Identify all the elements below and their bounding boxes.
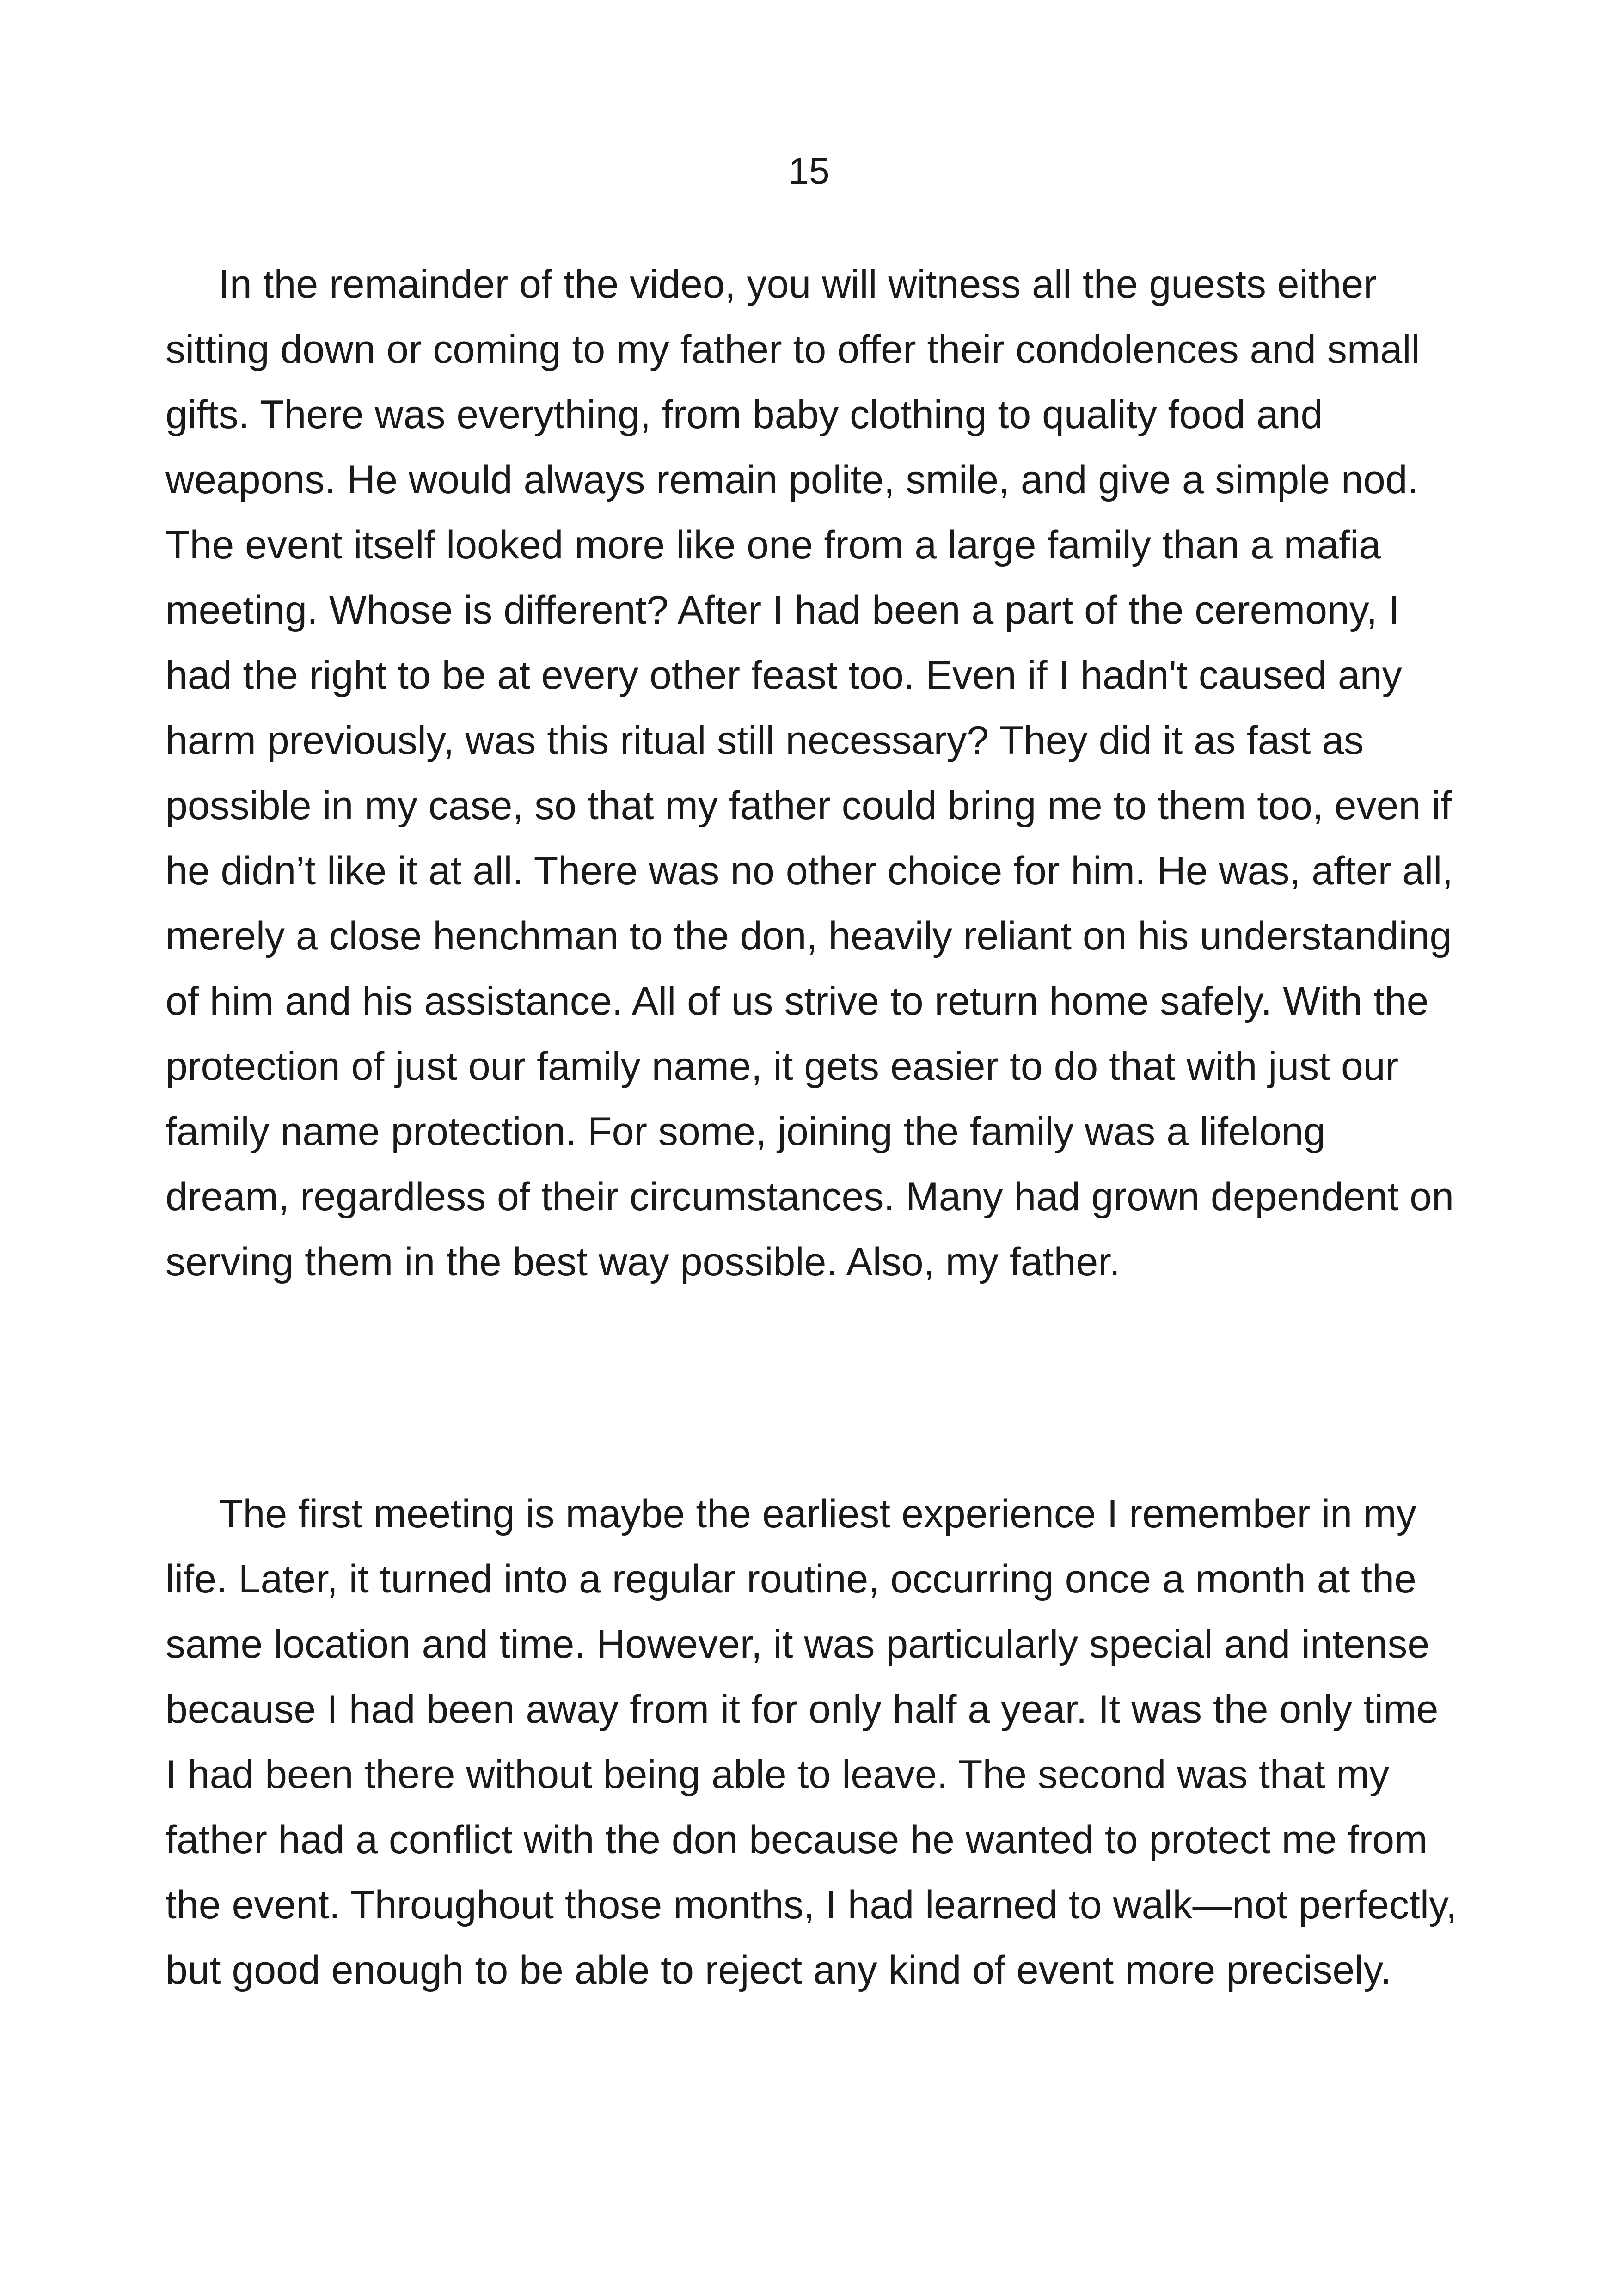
paragraph-2: The first meeting is maybe the earliest experience I remember in my life. Later, it turned into a regular routine, occurring once a month at the same location and time. However, it was particularly special and intense because I had been away from it for only half a year. It was the only time I had been there without being able to leave. The second was that my father had a conflict with the don because he wanted to protect me from the event. Throughout those months, I had learned to walk—not perfectly, but good enough to be able to reject any kind of event more precisely. bbox=[165, 1492, 1457, 1992]
page-number: 15 bbox=[788, 150, 830, 191]
paragraph-1: In the remainder of the video, you will witness all the guests either sitting down or coming to my father to offer their condolences and small gifts. There was everything, from baby clothing to quality food and weapons. He would always remain polite, smile, and give a simple nod. The event itself looked more like one from a large family than a mafia meeting. Whose is different? After I had been a part of the ceremony, I had the right to be at every other feast too. Even if I hadn't caused any harm previously, was this ritual still necessary? They did it as fast as possible in my case, so that my father could bring me to them too, even if he didn’t like it at all. There was no other choice for him. He was, after all, merely a close henchman to the don, heavily reliant on his understanding of him and his assistance. All of us strive to return home safely. With the protection of just our family name, it gets easier to do that with just our family name protection. For some, joining the family was a lifelong dream, regardless of their circumstances. Many had grown dependent on serving them in the best way possible. Also, my father. bbox=[165, 262, 1454, 1284]
